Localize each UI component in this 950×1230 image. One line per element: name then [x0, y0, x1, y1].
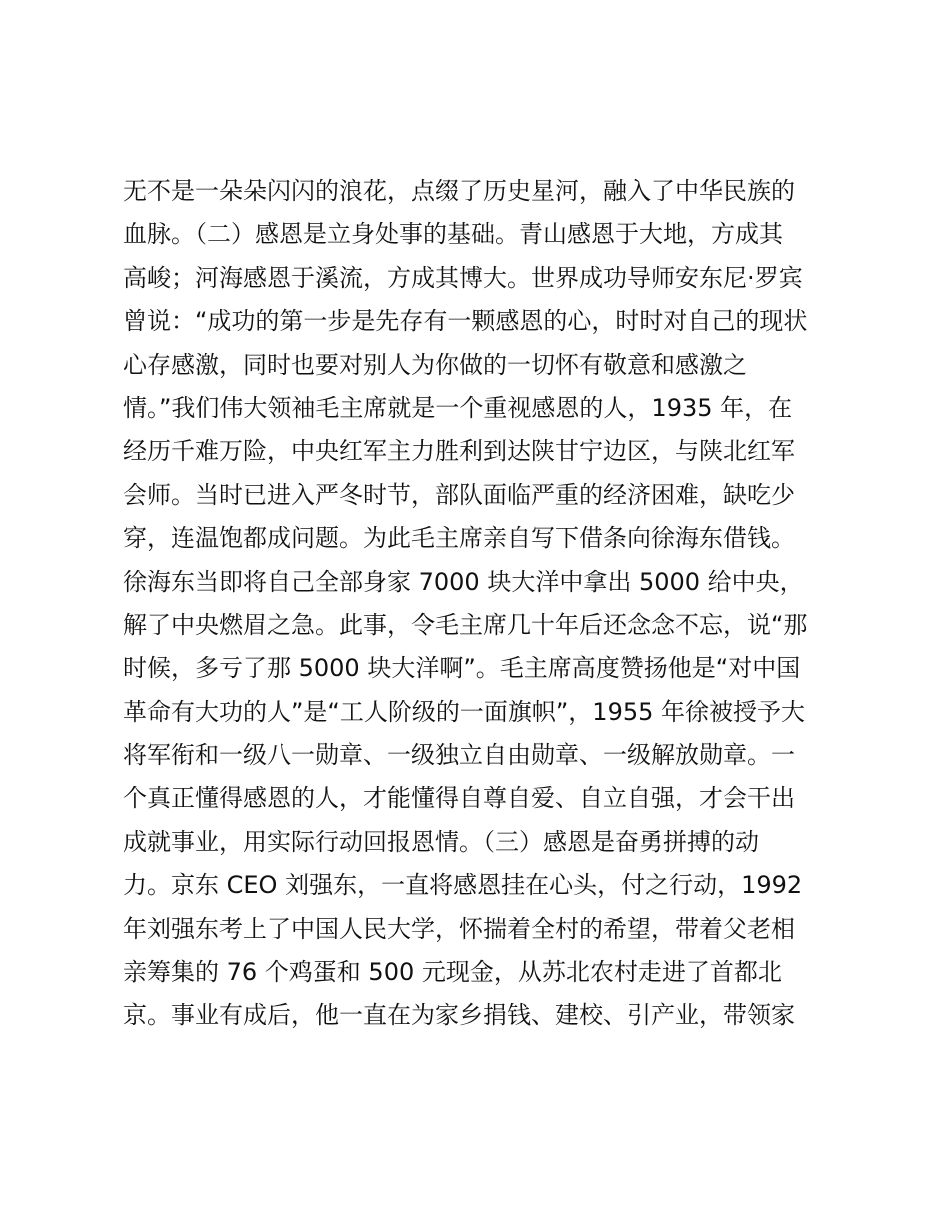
- text-line: 曾说：“成功的第一步是先存有一颗感恩的心，时时对自己的现状: [123, 307, 808, 336]
- text-line: 个真正懂得感恩的人，才能懂得自尊自爱、自立自强，才会干出: [123, 784, 795, 813]
- text-line: 年刘强东考上了中国人民大学，怀揣着全村的希望，带着父老相: [123, 914, 795, 943]
- text-line: 时候，多亏了那 5000 块大洋啊”。毛主席高度赞扬他是“对中国: [123, 654, 801, 683]
- text-line: 解了中央燃眉之急。此事，令毛主席几十年后还念念不忘，说“那: [123, 610, 808, 639]
- text-line: 情。”我们伟大领袖毛主席就是一个重视感恩的人，1935 年，在: [123, 393, 793, 422]
- text-line: 成就事业，用实际行动回报恩情。（三）感恩是奋勇拼搏的动: [123, 827, 759, 856]
- text-line: 将军衔和一级八一勋章、一级独立自由勋章、一级解放勋章。一: [123, 741, 795, 770]
- text-line: 徐海东当即将自己全部身家 7000 块大洋中拿出 5000 给中央，: [123, 567, 804, 596]
- text-line: 心存感激，同时也要对别人为你做的一切怀有敬意和感激之: [123, 350, 747, 379]
- text-line: 亲筹集的 76 个鸡蛋和 500 元现金，从苏北农村走进了首都北: [123, 958, 782, 987]
- text-line: 革命有大功的人”是“工人阶级的一面旗帜”，1955 年徐被授予大: [123, 697, 806, 726]
- text-line: 无不是一朵朵闪闪的浪花，点缀了历史星河，融入了中华民族的: [123, 177, 795, 205]
- text-line: 力。京东 CEO 刘强东，一直将感恩挂在心头，付之行动，1992: [123, 871, 803, 900]
- body-text: [123, 170, 843, 1038]
- text-line: 穿，连温饱都成问题。为此毛主席亲自写下借条向徐海东借钱。: [123, 524, 795, 553]
- text-line: 经历千难万险，中央红军主力胜利到达陕甘宁边区，与陕北红军: [123, 437, 795, 466]
- text-line: 会师。当时已进入严冬时节，部队面临严重的经济困难，缺吃少: [123, 480, 795, 509]
- text-line: 高峻；河海感恩于溪流，方成其博大。世界成功导师安东尼·罗宾: [123, 263, 803, 292]
- text-line: 血脉。（二）感恩是立身处事的基础。青山感恩于大地，方成其: [123, 220, 783, 249]
- text-line: 京。事业有成后，他一直在为家乡捐钱、建校、引产业，带领家: [123, 1001, 795, 1030]
